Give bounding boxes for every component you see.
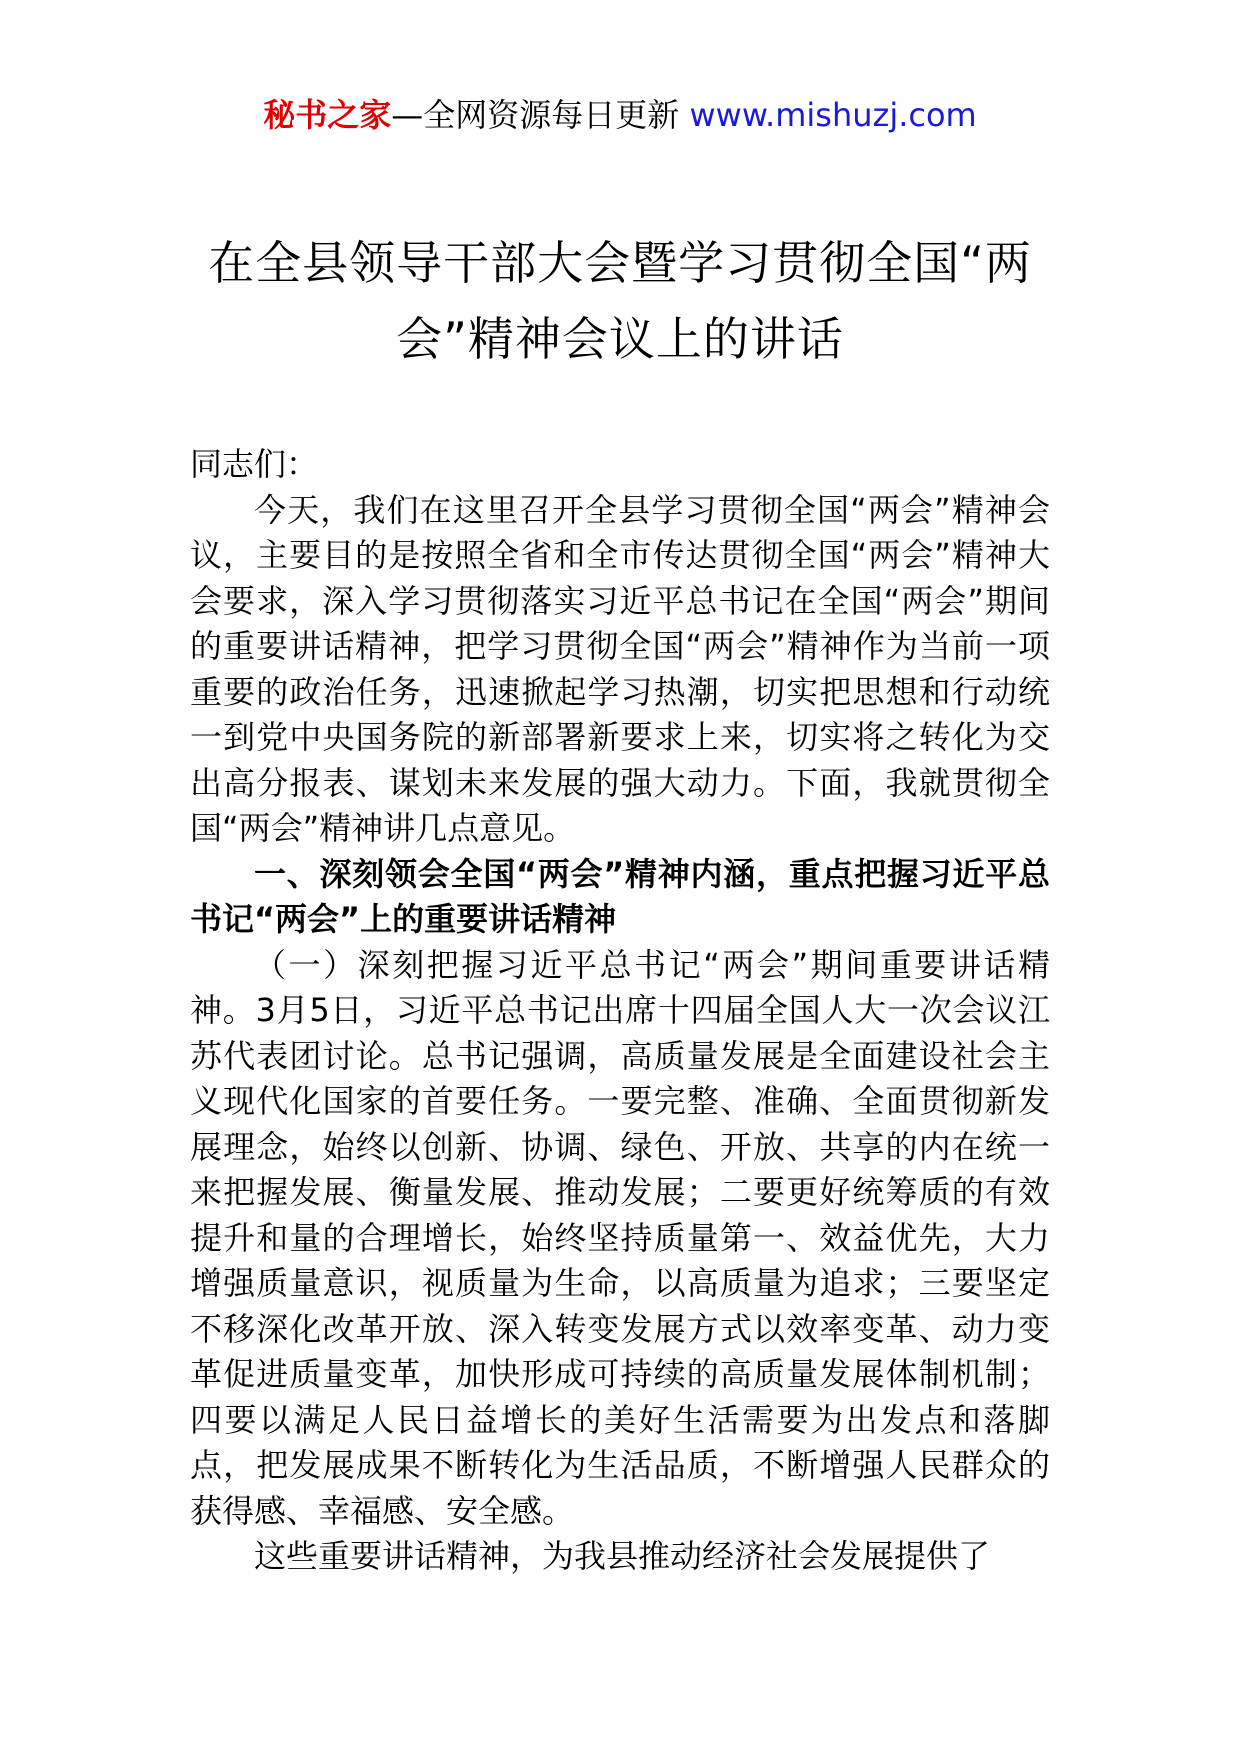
site-url-link[interactable]: www.mishuzj.com [689, 96, 977, 134]
document-body [190, 442, 1050, 1580]
site-brand: 秘书之家 [263, 96, 392, 134]
paragraph-intro: 今天，我们在这里召开全县学习贯彻全国“两会”精神会议，主要目的是按照全省和全市传达贯彻全国“两会”精神大会要求，深入学习贯彻落实习近平总书记在全国“两会”期间的重要讲话精神，把学习贯彻全国“两会”精神作为当前一项重要的政治任务，迅速掀起学习热潮，切实把思想和行动统一到党中央国务院的新部署新要求上来，切实将之转化为交出高分报表、谋划未来发展的强大动力。下面，我就贯彻全国“两会”精神讲几点意见。 [190, 490, 1050, 847]
paragraph-subsection-1: （一）深刻把握习近平总书记“两会”期间重要讲话精神。3月5日，习近平总书记出席十四届全国人大一次会议江苏代表团讨论。总书记强调，高质量发展是全面建设社会主义现代化国家的首要任务。一要完整、准确、全面贯彻新发展理念，始终以创新、协调、绿色、开放、共享的内在统一来把握发展、衡量发展、推动发展；二要更好统筹质的有效提升和量的合理增长，始终坚持质量第一、效益优先，大力增强质量意识，视质量为生命，以高质量为追求；三要坚定不移深化改革开放、深入转变发展方式以效率变革、动力变革促进质量变革，加快形成可持续的高质量发展体制机制；四要以满足人民日益增长的美好生活需要为出发点和落脚点，把发展成果不断转化为生活品质，不断增强人民群众的获得感、幸福感、安全感。 [190, 945, 1050, 1530]
section-heading-1: 一、深刻领会全国“两会”精神内涵，重点把握习近平总书记“两会”上的重要讲话精神 [190, 854, 1050, 938]
site-tagline: —全网资源每日更新 [391, 96, 690, 134]
document-title: 在全县领导干部大会暨学习贯彻全国“两会”精神会议上的讲话 [208, 236, 1032, 366]
salutation: 同志们： [190, 445, 319, 483]
paragraph-continuation: 这些重要讲话精神，为我县推动经济社会发展提供了 [254, 1537, 991, 1575]
site-header [0, 95, 1240, 135]
